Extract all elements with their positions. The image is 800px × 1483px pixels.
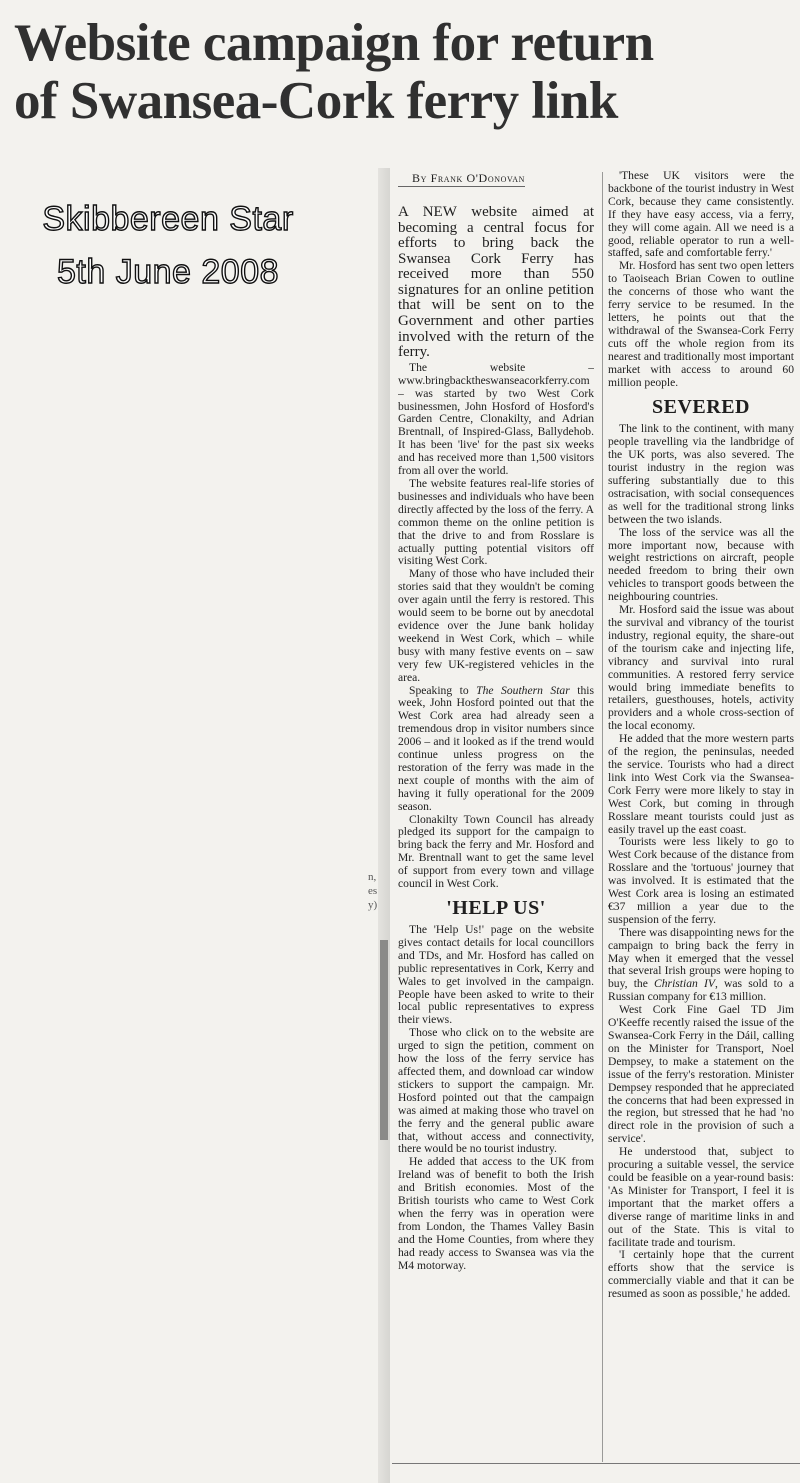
paragraph: West Cork Fine Gael TD Jim O'Keeffe recently raised the issue of the Swansea-Cork Ferry in the Dáil, calling on the Minister for Transport, Noel Dempsey, to make a statement on the issue of the ferry's restoration. Minister Dempsey responded that he appreciated the concerns that had been expressed in the region, but stressed that he had 'no direct role in the provision of such a service'. bbox=[608, 1003, 794, 1146]
paragraph: He added that the more western parts of the region, the peninsulas, needed the service. Tourists who had a direct link into West Cork via the Swansea-Cork Ferry were more likely to stay in West Cork, but coming in through Rosslare meant tourists could just as easily travel up the east coast. bbox=[608, 732, 794, 836]
paragraph: The 'Help Us!' page on the website gives contact details for local councillors and TDs, and Mr. Hosford has called on public representatives in Cork, Kerry and Wales to get involved in the campaign. People have been asked to write to their local public representatives to express their views. bbox=[398, 923, 594, 1027]
lead-paragraph: A NEW website aimed at becoming a central focus for efforts to bring back the Swansea Cork Ferry has received more than 550 signatures for an online petition that will be sent on to the Government and other parties involved with the return of the ferry. bbox=[398, 203, 594, 361]
paragraph-text: , was sold to a Russian company for €13 million. bbox=[608, 977, 794, 1004]
paragraph: Those who click on to the website are urged to sign the petition, comment on how the loss of the ferry service has affected them, and download car window stickers to support the campaign. Mr. Hosford pointed out that the campaign was aimed at making those who travel on the ferry and the general public aware that, without access and connectivity, there would be no tourist industry. bbox=[398, 1026, 594, 1156]
headline bbox=[14, 14, 794, 130]
subheading-severed: SEVERED bbox=[652, 396, 750, 419]
column-divider bbox=[602, 172, 603, 1462]
headline-line-2: of Swansea-Cork ferry link bbox=[14, 72, 618, 130]
paragraph: 'These UK visitors were the backbone of the tourist industry in West Cork, because they came consistently. If they have easy access, via a ferry, they will come again. All we need is a good, reliable operator to run a well-staffed, safe and comfortable ferry.' bbox=[608, 170, 794, 260]
headline-line-1: Website campaign for return bbox=[14, 14, 654, 72]
paragraph: Clonakilty Town Council has already pledged its support for the campaign to bring back the ferry and Mr. Hosford and Mr. Brentnall want to get the same level of support from every town and village council in West Cork. bbox=[398, 812, 594, 891]
adjacent-page-edge bbox=[378, 168, 390, 1483]
paragraph: Many of those who have included their stories said that they wouldn't be coming over again until the ferry is restored. This would seem to be borne out by anecdotal evidence over the June bank holiday weekend in West Cork, which – while busy with many festive events on – saw very few UK-registered vehicles in the area. bbox=[398, 567, 594, 684]
paragraph: Mr. Hosford said the issue was about the survival and vibrancy of the tourist industry, regional equity, the share-out of the tourism cake and injecting life, vibrancy and survival into rural communities. A restored ferry service would bring immediate benefits to retailers, guesthouses, hotels, activity providers and a whole cross-section of the local economy. bbox=[608, 603, 794, 733]
article-column-2 bbox=[608, 170, 794, 1465]
paragraph-text: Speaking to bbox=[409, 683, 477, 697]
paragraph: The website features real-life stories of businesses and individuals who have been directly affected by the loss of the ferry. A common theme on the online petition is that the drive to and from Rosslare is actually putting potential visitors off visiting West Cork. bbox=[398, 477, 594, 568]
adjacent-text-fragment: y) bbox=[368, 899, 378, 911]
paragraph: Mr. Hosford has sent two open letters to Taoiseach Brian Cowen to outline the concerns of those who want the ferry service to be resumed. In the letters, he points out that the withdrawal of the Swansea-Cork Ferry cuts off the whole region from its nearest and traditionally most important market with access to around 60 million people. bbox=[608, 259, 794, 389]
paragraph: He added that access to the UK from Ireland was of benefit to both the Irish and British economies. Most of the British tourists who came to West Cork when the ferry was in operation were from London, the Thames Valley Basin and the Home Counties, from where they had ready access to Swansea was via the M4 motorway. bbox=[398, 1155, 594, 1272]
paragraph: 'I certainly hope that the current efforts show that the service is commercially viable and that it can be resumed as soon as possible,' he added. bbox=[608, 1248, 794, 1301]
date-stamp: 5th June 2008 bbox=[56, 253, 280, 291]
byline: By Frank O'Donovan bbox=[398, 170, 525, 187]
paragraph-text: There was disappointing news for the campaign to bring back the ferry in May when it emerged that the vessel that several Irish groups were hoping to buy, the bbox=[608, 925, 794, 991]
adjacent-text-fragment: es bbox=[368, 885, 378, 897]
subheading-help-us: 'HELP US' bbox=[446, 897, 546, 919]
publication-name: The Southern Star bbox=[476, 683, 570, 697]
adjacent-text-fragment: n, bbox=[368, 871, 377, 883]
article-column-1 bbox=[398, 170, 594, 1465]
publication-stamp: Skibbereen Star bbox=[42, 200, 294, 238]
vessel-name: Christian IV bbox=[654, 977, 715, 991]
paragraph bbox=[608, 927, 794, 1004]
paragraph-text: this week, John Hosford pointed out that the West Cork area had already seen a tremendous drop in visitor numbers since 2006 – and it looked as if the trend would continue unless progress on the restoration of the ferry was made in the next couple of months with the aim of having it fully operational for the 2009 season. bbox=[398, 683, 594, 813]
paragraph: The website – www.bringbacktheswanseacorkferry.com – was started by two West Cork businessmen, John Hosford of Hosford's Garden Centre, Clonakilty, and Adrian Brentnall, of Inspired-Glass, Ballydehob. It has been 'live' for the past six weeks and has received more than 1,500 visitors from all over the world. bbox=[398, 360, 594, 478]
paragraph: He understood that, subject to procuring a suitable vessel, the service could be feasible on a year-round basis: 'As Minister for Transport, I feel it is important that the market offers a diverse range of maritime links in and out of the State. This is vital to facilitate trade and tourism. bbox=[608, 1145, 794, 1249]
paragraph: The link to the continent, with many people travelling via the landbridge of the UK ports, was also severed. The tourist industry in the region was suffering substantially due to this ostracisation, with social consequences as well for the traditional strong links between the two islands. bbox=[608, 422, 794, 526]
paragraph bbox=[398, 685, 594, 814]
paragraph: Tourists were less likely to go to West Cork because of the distance from Rosslare and the 'tortuous' journey that was involved. It is estimated that the West Cork area is losing an estimated €37 million a year due to the suspension of the ferry. bbox=[608, 835, 794, 926]
paragraph: The loss of the service was all the more important now, because with weight restrictions on aircraft, people needed freedom to bring their own vehicles to transport goods between the neighbouring countries. bbox=[608, 525, 794, 604]
adjacent-page-image bbox=[380, 940, 388, 1140]
